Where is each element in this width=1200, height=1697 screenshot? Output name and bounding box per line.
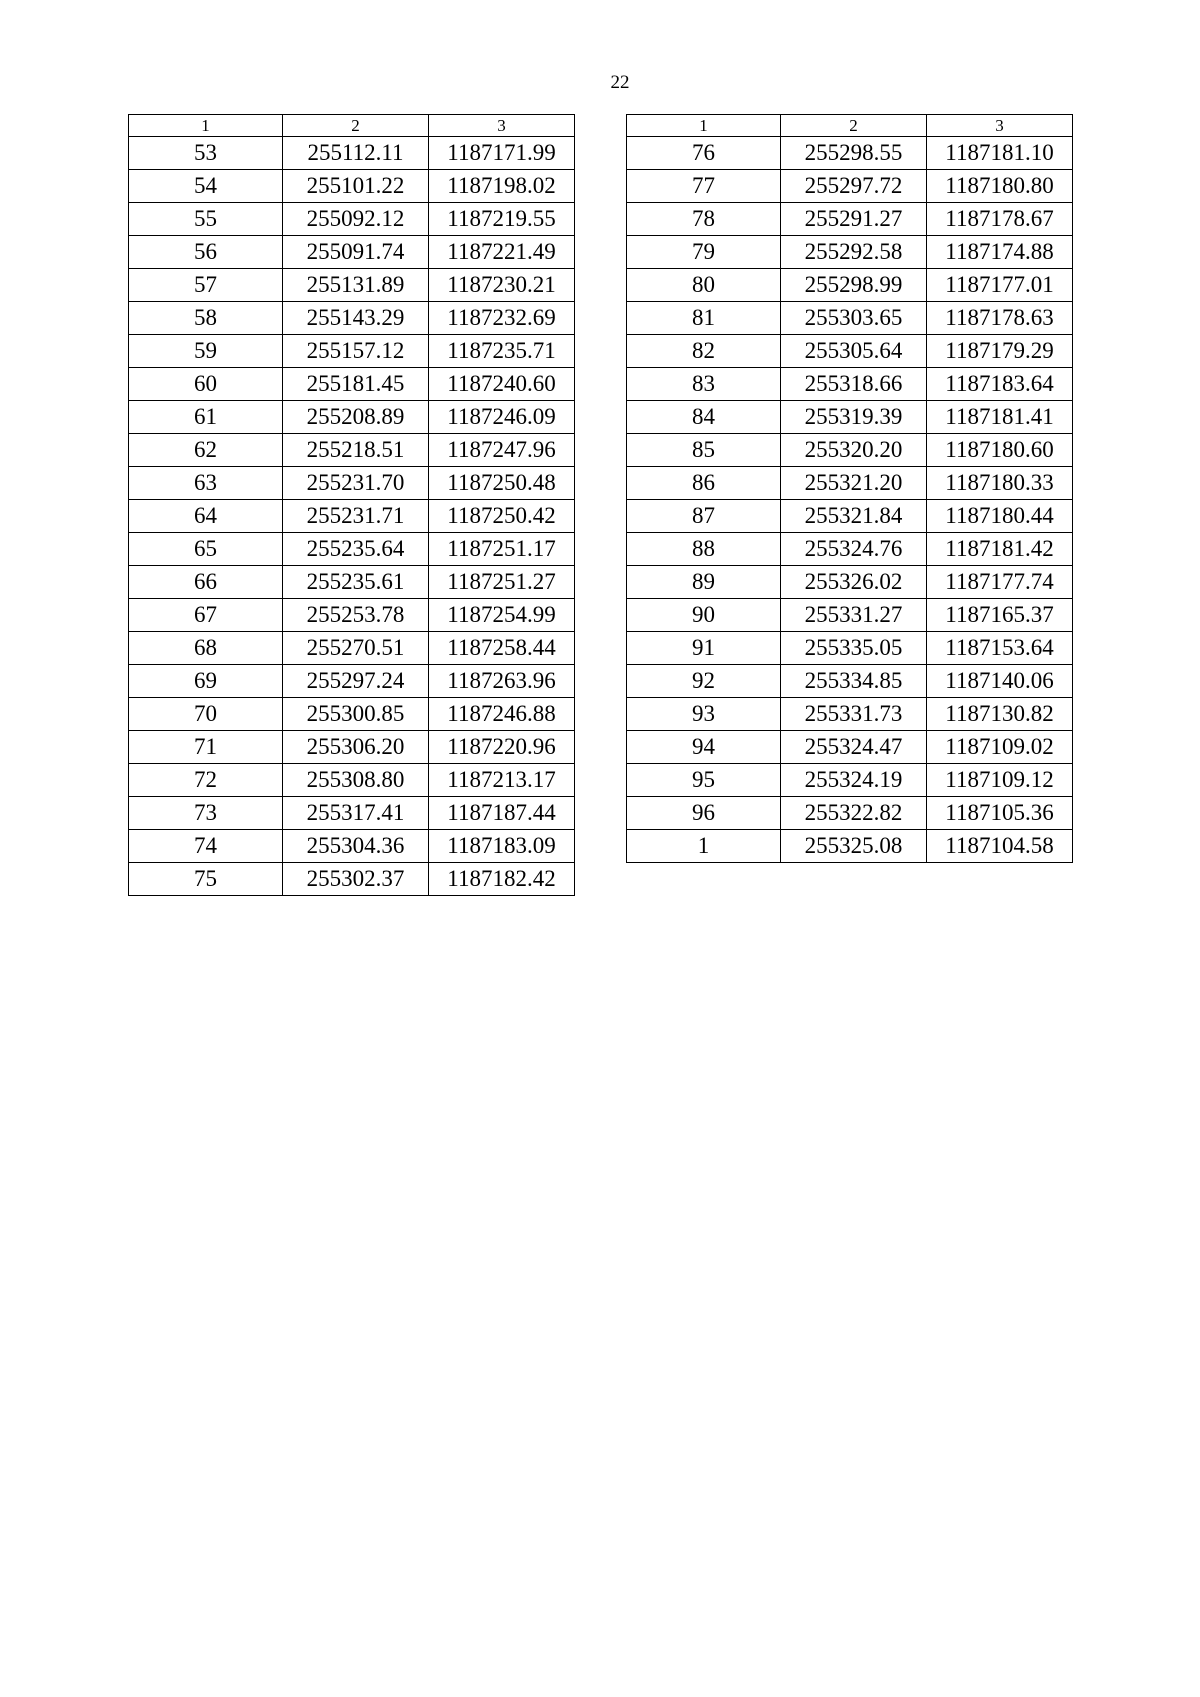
column-header-1: 1 (129, 115, 283, 137)
point-number-cell: 95 (627, 764, 781, 797)
x-coordinate-cell: 255324.47 (781, 731, 927, 764)
y-coordinate-cell: 1187183.09 (429, 830, 575, 863)
x-coordinate-cell: 255231.71 (283, 500, 429, 533)
y-coordinate-cell: 1187104.58 (927, 830, 1073, 863)
point-number-cell: 79 (627, 236, 781, 269)
y-coordinate-cell: 1187181.41 (927, 401, 1073, 434)
point-number-cell: 56 (129, 236, 283, 269)
y-coordinate-cell: 1187258.44 (429, 632, 575, 665)
table-body (129, 137, 575, 896)
table-row (129, 269, 575, 302)
y-coordinate-cell: 1187183.64 (927, 368, 1073, 401)
table-row (627, 401, 1073, 434)
table-row (627, 698, 1073, 731)
x-coordinate-cell: 255157.12 (283, 335, 429, 368)
table-row (627, 368, 1073, 401)
point-number-cell: 74 (129, 830, 283, 863)
table-row (129, 698, 575, 731)
x-coordinate-cell: 255300.85 (283, 698, 429, 731)
table-row (129, 401, 575, 434)
y-coordinate-cell: 1187235.71 (429, 335, 575, 368)
table-row (129, 500, 575, 533)
y-coordinate-cell: 1187153.64 (927, 632, 1073, 665)
table-row (627, 533, 1073, 566)
point-number-cell: 55 (129, 203, 283, 236)
table-row (129, 665, 575, 698)
table-row (129, 731, 575, 764)
x-coordinate-cell: 255101.22 (283, 170, 429, 203)
y-coordinate-cell: 1187246.88 (429, 698, 575, 731)
table-row (129, 830, 575, 863)
y-coordinate-cell: 1187213.17 (429, 764, 575, 797)
column-header-3: 3 (927, 115, 1073, 137)
y-coordinate-cell: 1187179.29 (927, 335, 1073, 368)
x-coordinate-cell: 255326.02 (781, 566, 927, 599)
x-coordinate-cell: 255091.74 (283, 236, 429, 269)
table-row (627, 302, 1073, 335)
column-header-3: 3 (429, 115, 575, 137)
column-header-2: 2 (283, 115, 429, 137)
x-coordinate-cell: 255235.61 (283, 566, 429, 599)
table-row (627, 830, 1073, 863)
y-coordinate-cell: 1187109.12 (927, 764, 1073, 797)
table-header-row (627, 115, 1073, 137)
y-coordinate-cell: 1187251.17 (429, 533, 575, 566)
point-number-cell: 89 (627, 566, 781, 599)
y-coordinate-cell: 1187171.99 (429, 137, 575, 170)
y-coordinate-cell: 1187109.02 (927, 731, 1073, 764)
point-number-cell: 69 (129, 665, 283, 698)
table-row (627, 203, 1073, 236)
y-coordinate-cell: 1187187.44 (429, 797, 575, 830)
point-number-cell: 54 (129, 170, 283, 203)
y-coordinate-cell: 1187251.27 (429, 566, 575, 599)
point-number-cell: 83 (627, 368, 781, 401)
x-coordinate-cell: 255291.27 (781, 203, 927, 236)
table-row (627, 632, 1073, 665)
x-coordinate-cell: 255317.41 (283, 797, 429, 830)
y-coordinate-cell: 1187263.96 (429, 665, 575, 698)
table-row (129, 434, 575, 467)
point-number-cell: 67 (129, 599, 283, 632)
x-coordinate-cell: 255325.08 (781, 830, 927, 863)
x-coordinate-cell: 255335.05 (781, 632, 927, 665)
point-number-cell: 91 (627, 632, 781, 665)
point-number-cell: 82 (627, 335, 781, 368)
table-row (627, 797, 1073, 830)
point-number-cell: 68 (129, 632, 283, 665)
point-number-cell: 71 (129, 731, 283, 764)
x-coordinate-cell: 255324.19 (781, 764, 927, 797)
y-coordinate-cell: 1187180.33 (927, 467, 1073, 500)
point-number-cell: 59 (129, 335, 283, 368)
table-row (129, 137, 575, 170)
x-coordinate-cell: 255143.29 (283, 302, 429, 335)
point-number-cell: 92 (627, 665, 781, 698)
x-coordinate-cell: 255297.72 (781, 170, 927, 203)
y-coordinate-cell: 1187177.74 (927, 566, 1073, 599)
table-row (129, 863, 575, 896)
point-number-cell: 72 (129, 764, 283, 797)
y-coordinate-cell: 1187177.01 (927, 269, 1073, 302)
table-row (129, 236, 575, 269)
y-coordinate-cell: 1187180.44 (927, 500, 1073, 533)
x-coordinate-cell: 255253.78 (283, 599, 429, 632)
point-number-cell: 78 (627, 203, 781, 236)
y-coordinate-cell: 1187178.67 (927, 203, 1073, 236)
table-row (627, 599, 1073, 632)
table-row (627, 467, 1073, 500)
table-row (129, 632, 575, 665)
y-coordinate-cell: 1187181.10 (927, 137, 1073, 170)
y-coordinate-cell: 1187230.21 (429, 269, 575, 302)
table-row (627, 566, 1073, 599)
x-coordinate-cell: 255331.73 (781, 698, 927, 731)
table-row (129, 764, 575, 797)
x-coordinate-cell: 255318.66 (781, 368, 927, 401)
y-coordinate-cell: 1187165.37 (927, 599, 1073, 632)
point-number-cell: 58 (129, 302, 283, 335)
y-coordinate-cell: 1187219.55 (429, 203, 575, 236)
x-coordinate-cell: 255308.80 (283, 764, 429, 797)
point-number-cell: 87 (627, 500, 781, 533)
x-coordinate-cell: 255181.45 (283, 368, 429, 401)
point-number-cell: 90 (627, 599, 781, 632)
table-row (627, 170, 1073, 203)
point-number-cell: 85 (627, 434, 781, 467)
x-coordinate-cell: 255306.20 (283, 731, 429, 764)
x-coordinate-cell: 255208.89 (283, 401, 429, 434)
x-coordinate-cell: 255324.76 (781, 533, 927, 566)
column-header-1: 1 (627, 115, 781, 137)
table-row (129, 797, 575, 830)
y-coordinate-cell: 1187240.60 (429, 368, 575, 401)
y-coordinate-cell: 1187250.42 (429, 500, 575, 533)
point-number-cell: 73 (129, 797, 283, 830)
y-coordinate-cell: 1187221.49 (429, 236, 575, 269)
x-coordinate-cell: 255112.11 (283, 137, 429, 170)
point-number-cell: 61 (129, 401, 283, 434)
x-coordinate-cell: 255319.39 (781, 401, 927, 434)
table-row (627, 335, 1073, 368)
column-header-2: 2 (781, 115, 927, 137)
y-coordinate-cell: 1187232.69 (429, 302, 575, 335)
x-coordinate-cell: 255321.84 (781, 500, 927, 533)
x-coordinate-cell: 255331.27 (781, 599, 927, 632)
point-number-cell: 63 (129, 467, 283, 500)
table-row (129, 302, 575, 335)
table-row (627, 500, 1073, 533)
coordinates-table-right (626, 114, 1073, 863)
point-number-cell: 65 (129, 533, 283, 566)
y-coordinate-cell: 1187181.42 (927, 533, 1073, 566)
point-number-cell: 1 (627, 830, 781, 863)
x-coordinate-cell: 255297.24 (283, 665, 429, 698)
y-coordinate-cell: 1187130.82 (927, 698, 1073, 731)
point-number-cell: 81 (627, 302, 781, 335)
point-number-cell: 86 (627, 467, 781, 500)
x-coordinate-cell: 255292.58 (781, 236, 927, 269)
point-number-cell: 62 (129, 434, 283, 467)
point-number-cell: 60 (129, 368, 283, 401)
point-number-cell: 80 (627, 269, 781, 302)
y-coordinate-cell: 1187247.96 (429, 434, 575, 467)
point-number-cell: 53 (129, 137, 283, 170)
table-row (129, 599, 575, 632)
point-number-cell: 96 (627, 797, 781, 830)
y-coordinate-cell: 1187182.42 (429, 863, 575, 896)
x-coordinate-cell: 255334.85 (781, 665, 927, 698)
y-coordinate-cell: 1187250.48 (429, 467, 575, 500)
x-coordinate-cell: 255218.51 (283, 434, 429, 467)
table-row (129, 203, 575, 236)
point-number-cell: 76 (627, 137, 781, 170)
x-coordinate-cell: 255302.37 (283, 863, 429, 896)
y-coordinate-cell: 1187178.63 (927, 302, 1073, 335)
y-coordinate-cell: 1187246.09 (429, 401, 575, 434)
x-coordinate-cell: 255092.12 (283, 203, 429, 236)
table-row (129, 533, 575, 566)
x-coordinate-cell: 255231.70 (283, 467, 429, 500)
x-coordinate-cell: 255235.64 (283, 533, 429, 566)
x-coordinate-cell: 255304.36 (283, 830, 429, 863)
point-number-cell: 64 (129, 500, 283, 533)
table-row (627, 434, 1073, 467)
x-coordinate-cell: 255305.64 (781, 335, 927, 368)
x-coordinate-cell: 255303.65 (781, 302, 927, 335)
coordinates-table-left (128, 114, 575, 896)
x-coordinate-cell: 255320.20 (781, 434, 927, 467)
y-coordinate-cell: 1187254.99 (429, 599, 575, 632)
table-row (627, 764, 1073, 797)
point-number-cell: 66 (129, 566, 283, 599)
point-number-cell: 88 (627, 533, 781, 566)
table-row (627, 665, 1073, 698)
page-number: 22 (610, 72, 630, 93)
table-row (129, 566, 575, 599)
y-coordinate-cell: 1187140.06 (927, 665, 1073, 698)
x-coordinate-cell: 255322.82 (781, 797, 927, 830)
point-number-cell: 70 (129, 698, 283, 731)
y-coordinate-cell: 1187220.96 (429, 731, 575, 764)
point-number-cell: 84 (627, 401, 781, 434)
table-body (627, 137, 1073, 863)
point-number-cell: 77 (627, 170, 781, 203)
table-row (627, 236, 1073, 269)
table-row (129, 368, 575, 401)
table-row (129, 170, 575, 203)
y-coordinate-cell: 1187180.80 (927, 170, 1073, 203)
x-coordinate-cell: 255298.99 (781, 269, 927, 302)
point-number-cell: 57 (129, 269, 283, 302)
y-coordinate-cell: 1187105.36 (927, 797, 1073, 830)
x-coordinate-cell: 255270.51 (283, 632, 429, 665)
table-row (627, 731, 1073, 764)
y-coordinate-cell: 1187198.02 (429, 170, 575, 203)
point-number-cell: 93 (627, 698, 781, 731)
x-coordinate-cell: 255321.20 (781, 467, 927, 500)
table-header-row (129, 115, 575, 137)
point-number-cell: 94 (627, 731, 781, 764)
x-coordinate-cell: 255298.55 (781, 137, 927, 170)
y-coordinate-cell: 1187174.88 (927, 236, 1073, 269)
table-row (129, 335, 575, 368)
x-coordinate-cell: 255131.89 (283, 269, 429, 302)
y-coordinate-cell: 1187180.60 (927, 434, 1073, 467)
point-number-cell: 75 (129, 863, 283, 896)
table-row (627, 269, 1073, 302)
table-row (129, 467, 575, 500)
table-row (627, 137, 1073, 170)
